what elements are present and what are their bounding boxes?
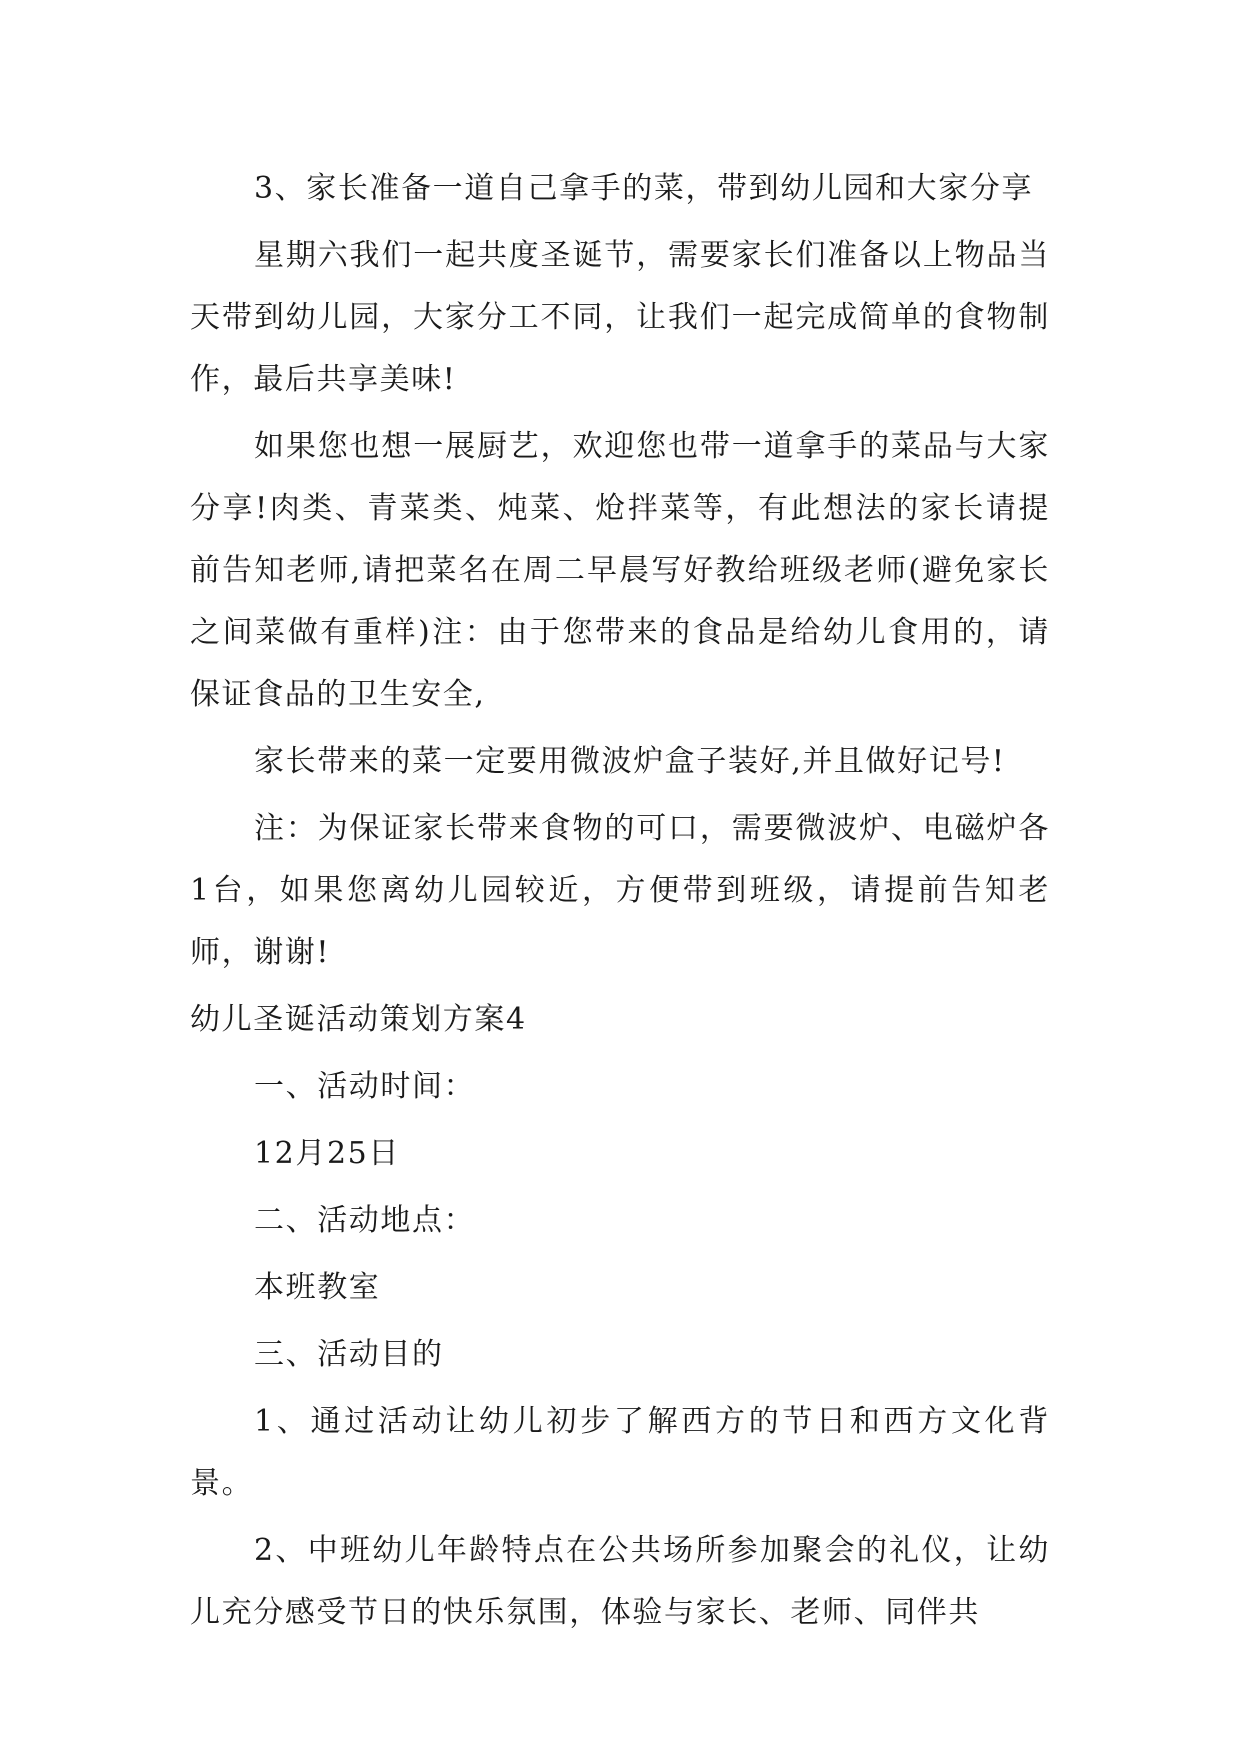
activity-location-label: 二、活动地点： (254, 1203, 476, 1238)
paragraph-saturday-notice: 星期六我们一起共度圣诞节，需要家长们准备以上物品当天带到幼儿园，大家分工不同，让我们一起完成简单的食物制作，最后共享美味! (190, 238, 1050, 397)
activity-time-value: 12月25日 (254, 1136, 400, 1171)
activity-location-value: 本班教室 (254, 1270, 381, 1305)
paragraph-item-3: 3、家长准备一道自己拿手的菜，带到幼儿园和大家分享 (254, 171, 1034, 206)
section-heading: 幼儿圣诞活动策划方案4 (190, 1002, 527, 1037)
activity-time-label: 一、活动时间： (254, 1069, 476, 1104)
document-body (190, 158, 1050, 1649)
paragraph-appliance-note: 注：为保证家长带来食物的可口，需要微波炉、电磁炉各1台，如果您离幼儿园较近，方便带到班级，请提前告知老师，谢谢! (190, 811, 1050, 970)
paragraph-cooking-invite: 如果您也想一展厨艺，欢迎您也带一道拿手的菜品与大家分享!肉类、青菜类、炖菜、炝拌菜等，有此想法的家长请提前告知老师,请把菜名在周二早晨写好教给班级老师(避免家长之间菜做有重样)注：由于您带来的食品是给幼儿食用的，请保证食品的卫生安全, (190, 429, 1050, 712)
paragraph-microwave-box: 家长带来的菜一定要用微波炉盒子装好,并且做好记号! (254, 744, 1006, 779)
purpose-item-1: 1、通过活动让幼儿初步了解西方的节日和西方文化背景。 (190, 1404, 1050, 1501)
purpose-item-2: 2、中班幼儿年龄特点在公共场所参加聚会的礼仪，让幼儿充分感受节日的快乐氛围，体验与家长、老师、同伴共 (190, 1533, 1050, 1630)
activity-purpose-label: 三、活动目的 (254, 1337, 444, 1372)
